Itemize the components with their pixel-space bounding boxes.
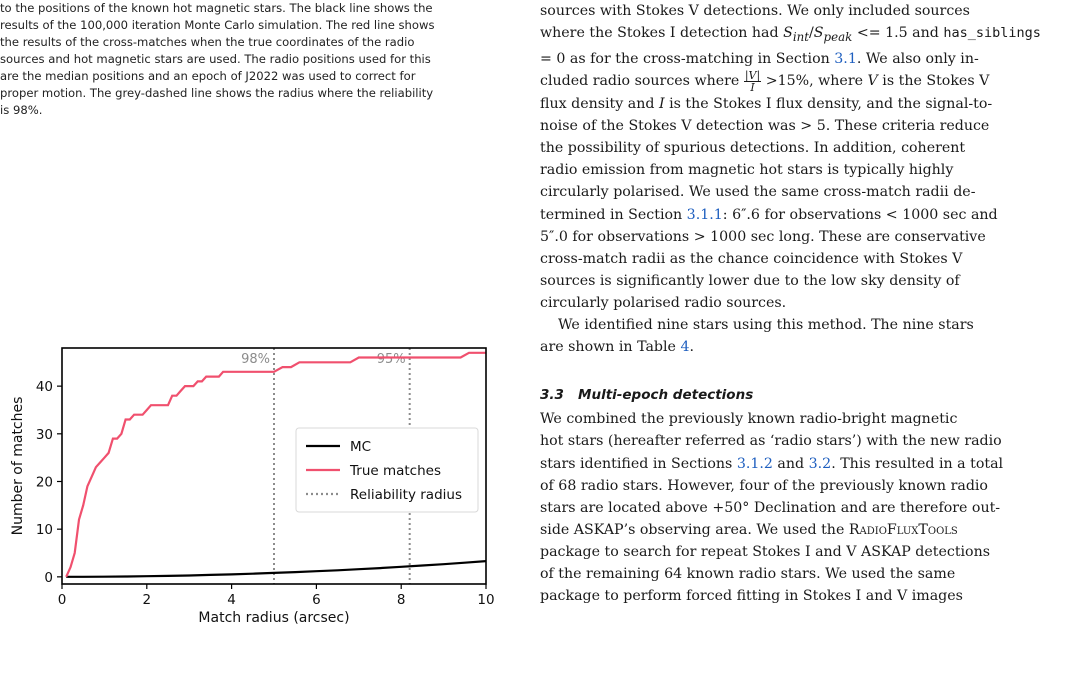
text-line: We combined the previously known radio-bright magnetic — [540, 411, 958, 428]
y-tick-label: 40 — [35, 379, 53, 396]
chart-svg — [0, 340, 500, 670]
text-line: 5″.0 for observations > 1000 sec long. These are conservative — [540, 228, 986, 245]
caption-line: sources and hot magnetic stars are used. The radio positions used for this — [0, 52, 431, 66]
reliability-label: 95% — [376, 352, 406, 367]
text-line: the possibility of spurious detections. In addition, coherent — [540, 140, 966, 157]
text-line: are shown in Table — [540, 339, 681, 356]
paragraph — [540, 0, 1070, 314]
paragraph — [540, 408, 1070, 607]
text-line: stars are located above +50° Declination and are therefore out- — [540, 499, 1001, 516]
text-line: termined in Section — [540, 206, 687, 223]
x-tick-label: 8 — [396, 592, 406, 608]
section-number: 3.3 — [540, 387, 564, 404]
caption-line: the results of the cross-matches when the true coordinates of the radio — [0, 35, 415, 49]
caption-line: are the median positions and an epoch of J2022 was used to correct for — [0, 69, 416, 83]
text-line: is the Stokes V — [877, 73, 990, 90]
symbol-v: V — [867, 73, 878, 90]
figure-caption — [0, 0, 510, 119]
mc-line — [66, 561, 486, 577]
text-line: flux density and — [540, 96, 659, 113]
section-link[interactable]: 3.1 — [834, 51, 857, 68]
section-link[interactable]: 3.1.2 — [736, 455, 773, 472]
text-line: circularly polarised radio sources. — [540, 294, 787, 311]
text-line: cluded radio sources where — [540, 73, 744, 90]
text-line: noise of the Stokes V detection was > 5. These criteria reduce — [540, 118, 990, 135]
text-line: radio emission from magnetic hot stars is typically highly — [540, 162, 954, 179]
x-tick-label: 6 — [312, 592, 321, 608]
section-heading — [540, 384, 1070, 406]
match-radius-chart — [0, 340, 500, 670]
text-line: of 68 radio stars. However, four of the previously known radio — [540, 477, 988, 494]
text-line: package to perform forced fitting in Stokes I and V images — [540, 588, 963, 605]
x-tick-label: 4 — [227, 592, 236, 608]
text-line: . We also only in- — [856, 51, 979, 68]
text-line: sources with Stokes V detections. We only included sources — [540, 3, 970, 19]
y-tick-label: 0 — [44, 569, 53, 586]
subscript-int: int — [792, 29, 809, 44]
text-line: where the Stokes I detection had — [540, 25, 784, 42]
code-has-siblings: has_siblings — [943, 25, 1041, 42]
text-line: <= 1.5 and — [852, 25, 944, 42]
subscript-peak: peak — [823, 29, 853, 44]
y-tick-label: 10 — [35, 522, 53, 539]
legend-label: MC — [350, 439, 372, 455]
symbol-s-int: S — [783, 25, 793, 42]
x-tick-label: 0 — [57, 592, 67, 608]
text-line: of the remaining 64 known radio stars. We used the same — [540, 565, 956, 582]
symbol-s-peak: S — [813, 25, 824, 42]
x-axis-label: Match radius (arcsec) — [198, 610, 350, 626]
legend-label: Reliability radius — [350, 487, 462, 503]
text-line: package to search for repeat Stokes I and V ASKAP detections — [540, 543, 991, 560]
text-line: . — [689, 339, 694, 356]
y-tick-label: 20 — [35, 474, 53, 491]
x-tick-label: 10 — [477, 592, 495, 608]
tool-name: RadioFluxTools — [848, 521, 958, 538]
caption-line: proper motion. The grey-dashed line shows the radius where the reliability — [0, 86, 434, 100]
paragraph — [540, 314, 1070, 358]
y-axis-label: Number of matches — [10, 396, 26, 536]
legend-label: True matches — [350, 463, 441, 479]
body-text — [540, 0, 1070, 607]
text-line: . This resulted in a total — [831, 455, 1004, 472]
text-line: = 0 as for the cross-matching in Section — [540, 51, 835, 68]
text-line: cross-match radii as the chance coincidence with Stokes V — [540, 250, 963, 267]
caption-line: is 98%. — [0, 103, 43, 117]
text-line: is the Stokes I flux density, and the signal-to- — [664, 96, 993, 113]
text-line: and — [772, 455, 809, 472]
x-tick-label: 2 — [142, 592, 152, 608]
text-line: hot stars (hereafter referred as ‘radio stars’) with the new radio — [540, 433, 1002, 450]
section-link[interactable]: 3.1.1 — [686, 206, 723, 223]
text-line: sources is significantly lower due to the low sky density of — [540, 272, 960, 289]
caption-line: results of the 100,000 iteration Monte Carlo simulation. The red line shows — [0, 18, 435, 32]
table-link[interactable]: 4 — [680, 339, 690, 356]
text-line: : 6″.6 for observations < 1000 sec and — [722, 206, 998, 223]
text-line: stars identified in Sections — [540, 455, 737, 472]
reliability-label: 98% — [241, 352, 270, 367]
section-title: Multi-epoch detections — [578, 387, 754, 404]
text-line: side ASKAP’s observing area. We used the — [540, 521, 849, 538]
slash: / — [809, 25, 814, 42]
text-line: >15%, where — [761, 73, 868, 90]
caption-line: to the positions of the known hot magnetic stars. The black line shows the — [0, 1, 433, 15]
y-tick-label: 30 — [35, 426, 53, 443]
section-link[interactable]: 3.2 — [808, 455, 832, 472]
symbol-i: I — [658, 96, 665, 113]
text-line: We identified nine stars using this method. The nine stars — [558, 317, 974, 334]
text-line: circularly polarised. We used the same cross-match radii de- — [540, 184, 976, 201]
fraction-v-over-i: $\frac{|V|}{I}$ — [744, 69, 761, 95]
